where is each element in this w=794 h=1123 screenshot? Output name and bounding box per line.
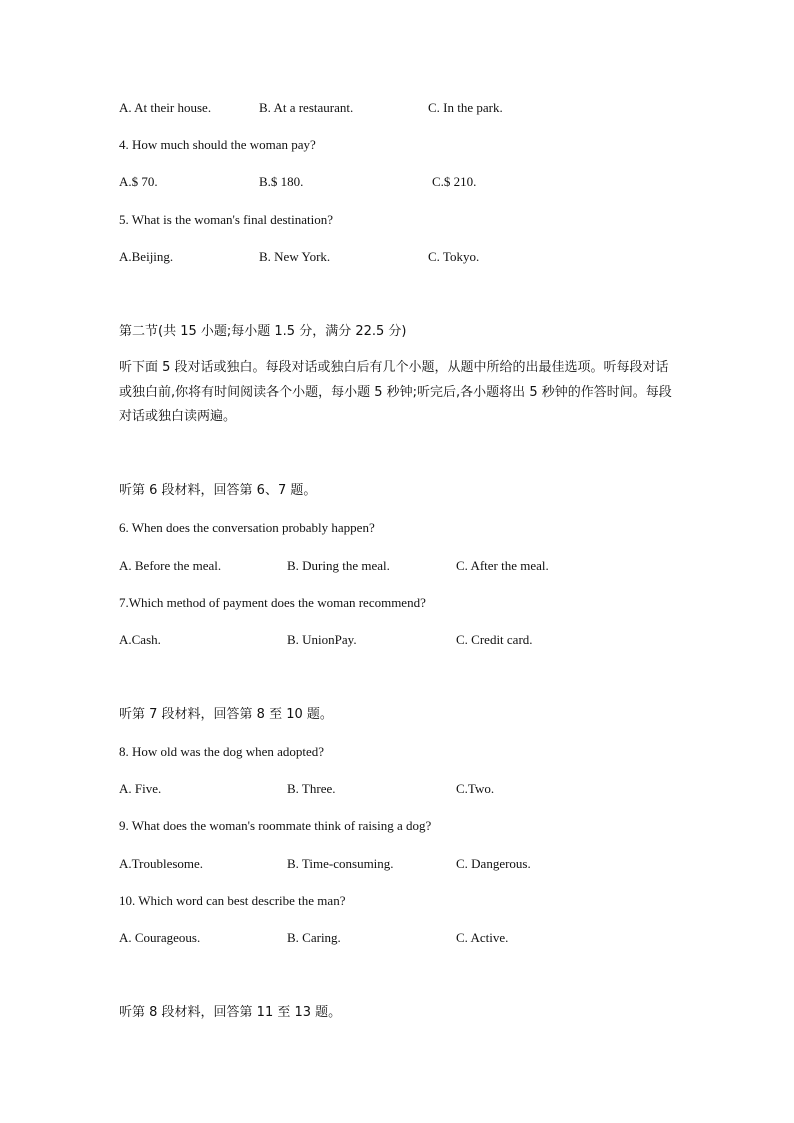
group-prompt: 听第 6 段材料，回答第 6、7 题。	[119, 483, 317, 498]
option-a: A.Troublesome.	[119, 856, 204, 871]
question-text: 9. What does the woman's roommate think of raising a dog?	[119, 818, 432, 833]
option-a: A. Courageous.	[119, 930, 201, 945]
group-prompt: 听第 8 段材料，回答第 11 至 13 题。	[119, 1005, 342, 1020]
option-a: A. Before the meal.	[119, 558, 222, 573]
option-c: C. Dangerous.	[456, 856, 531, 871]
option-b: B. Three.	[287, 781, 336, 796]
question-text: 8. How old was the dog when adopted?	[119, 744, 325, 759]
option-a: A.Cash.	[119, 632, 161, 647]
question-text: 5. What is the woman's final destination?	[119, 212, 334, 227]
option-c: C. Active.	[456, 930, 509, 945]
option-b: B. Caring.	[287, 930, 341, 945]
option-b: B. UnionPay.	[287, 632, 357, 647]
question-text: 7.Which method of payment does the woman recommend?	[119, 595, 426, 610]
option-a: A.Beijing.	[119, 249, 174, 264]
option-a: A. Five.	[119, 781, 162, 796]
option-c: C. Credit card.	[456, 632, 533, 647]
section-heading: 第二节(共 15 小题;每小题 1.5 分，满分 22.5 分)	[119, 324, 407, 339]
option-b: B. New York.	[259, 249, 331, 264]
option-b: B. During the meal.	[287, 558, 390, 573]
option-c: C. Tokyo.	[428, 249, 480, 264]
option-b: B.$ 180.	[259, 174, 304, 189]
option-a: A.$ 70.	[119, 174, 158, 189]
option-a: A. At their house.	[119, 100, 212, 115]
option-c: C.Two.	[456, 781, 495, 796]
option-b: B. At a restaurant.	[259, 100, 354, 115]
option-c: C.$ 210.	[432, 174, 477, 189]
question-text: 4. How much should the woman pay?	[119, 137, 316, 152]
option-c: C. After the meal.	[456, 558, 549, 573]
option-c: C. In the park.	[428, 100, 503, 115]
question-text: 6. When does the conversation probably happen?	[119, 520, 375, 535]
section-instructions: 听下面 5 段对话或独白。每段对话或独白后有几个小题，从题中所给的出最佳选项。听每段对话或独白前,你将有时间阅读各个小题，每小题 5 秒钟;听完后,各小题将出 5 秒钟的作答时间。每段对话或独白读两遍。	[119, 360, 672, 424]
option-b: B. Time-consuming.	[287, 856, 394, 871]
group-prompt: 听第 7 段材料，回答第 8 至 10 题。	[119, 707, 333, 722]
question-text: 10. Which word can best describe the man?	[119, 893, 346, 908]
